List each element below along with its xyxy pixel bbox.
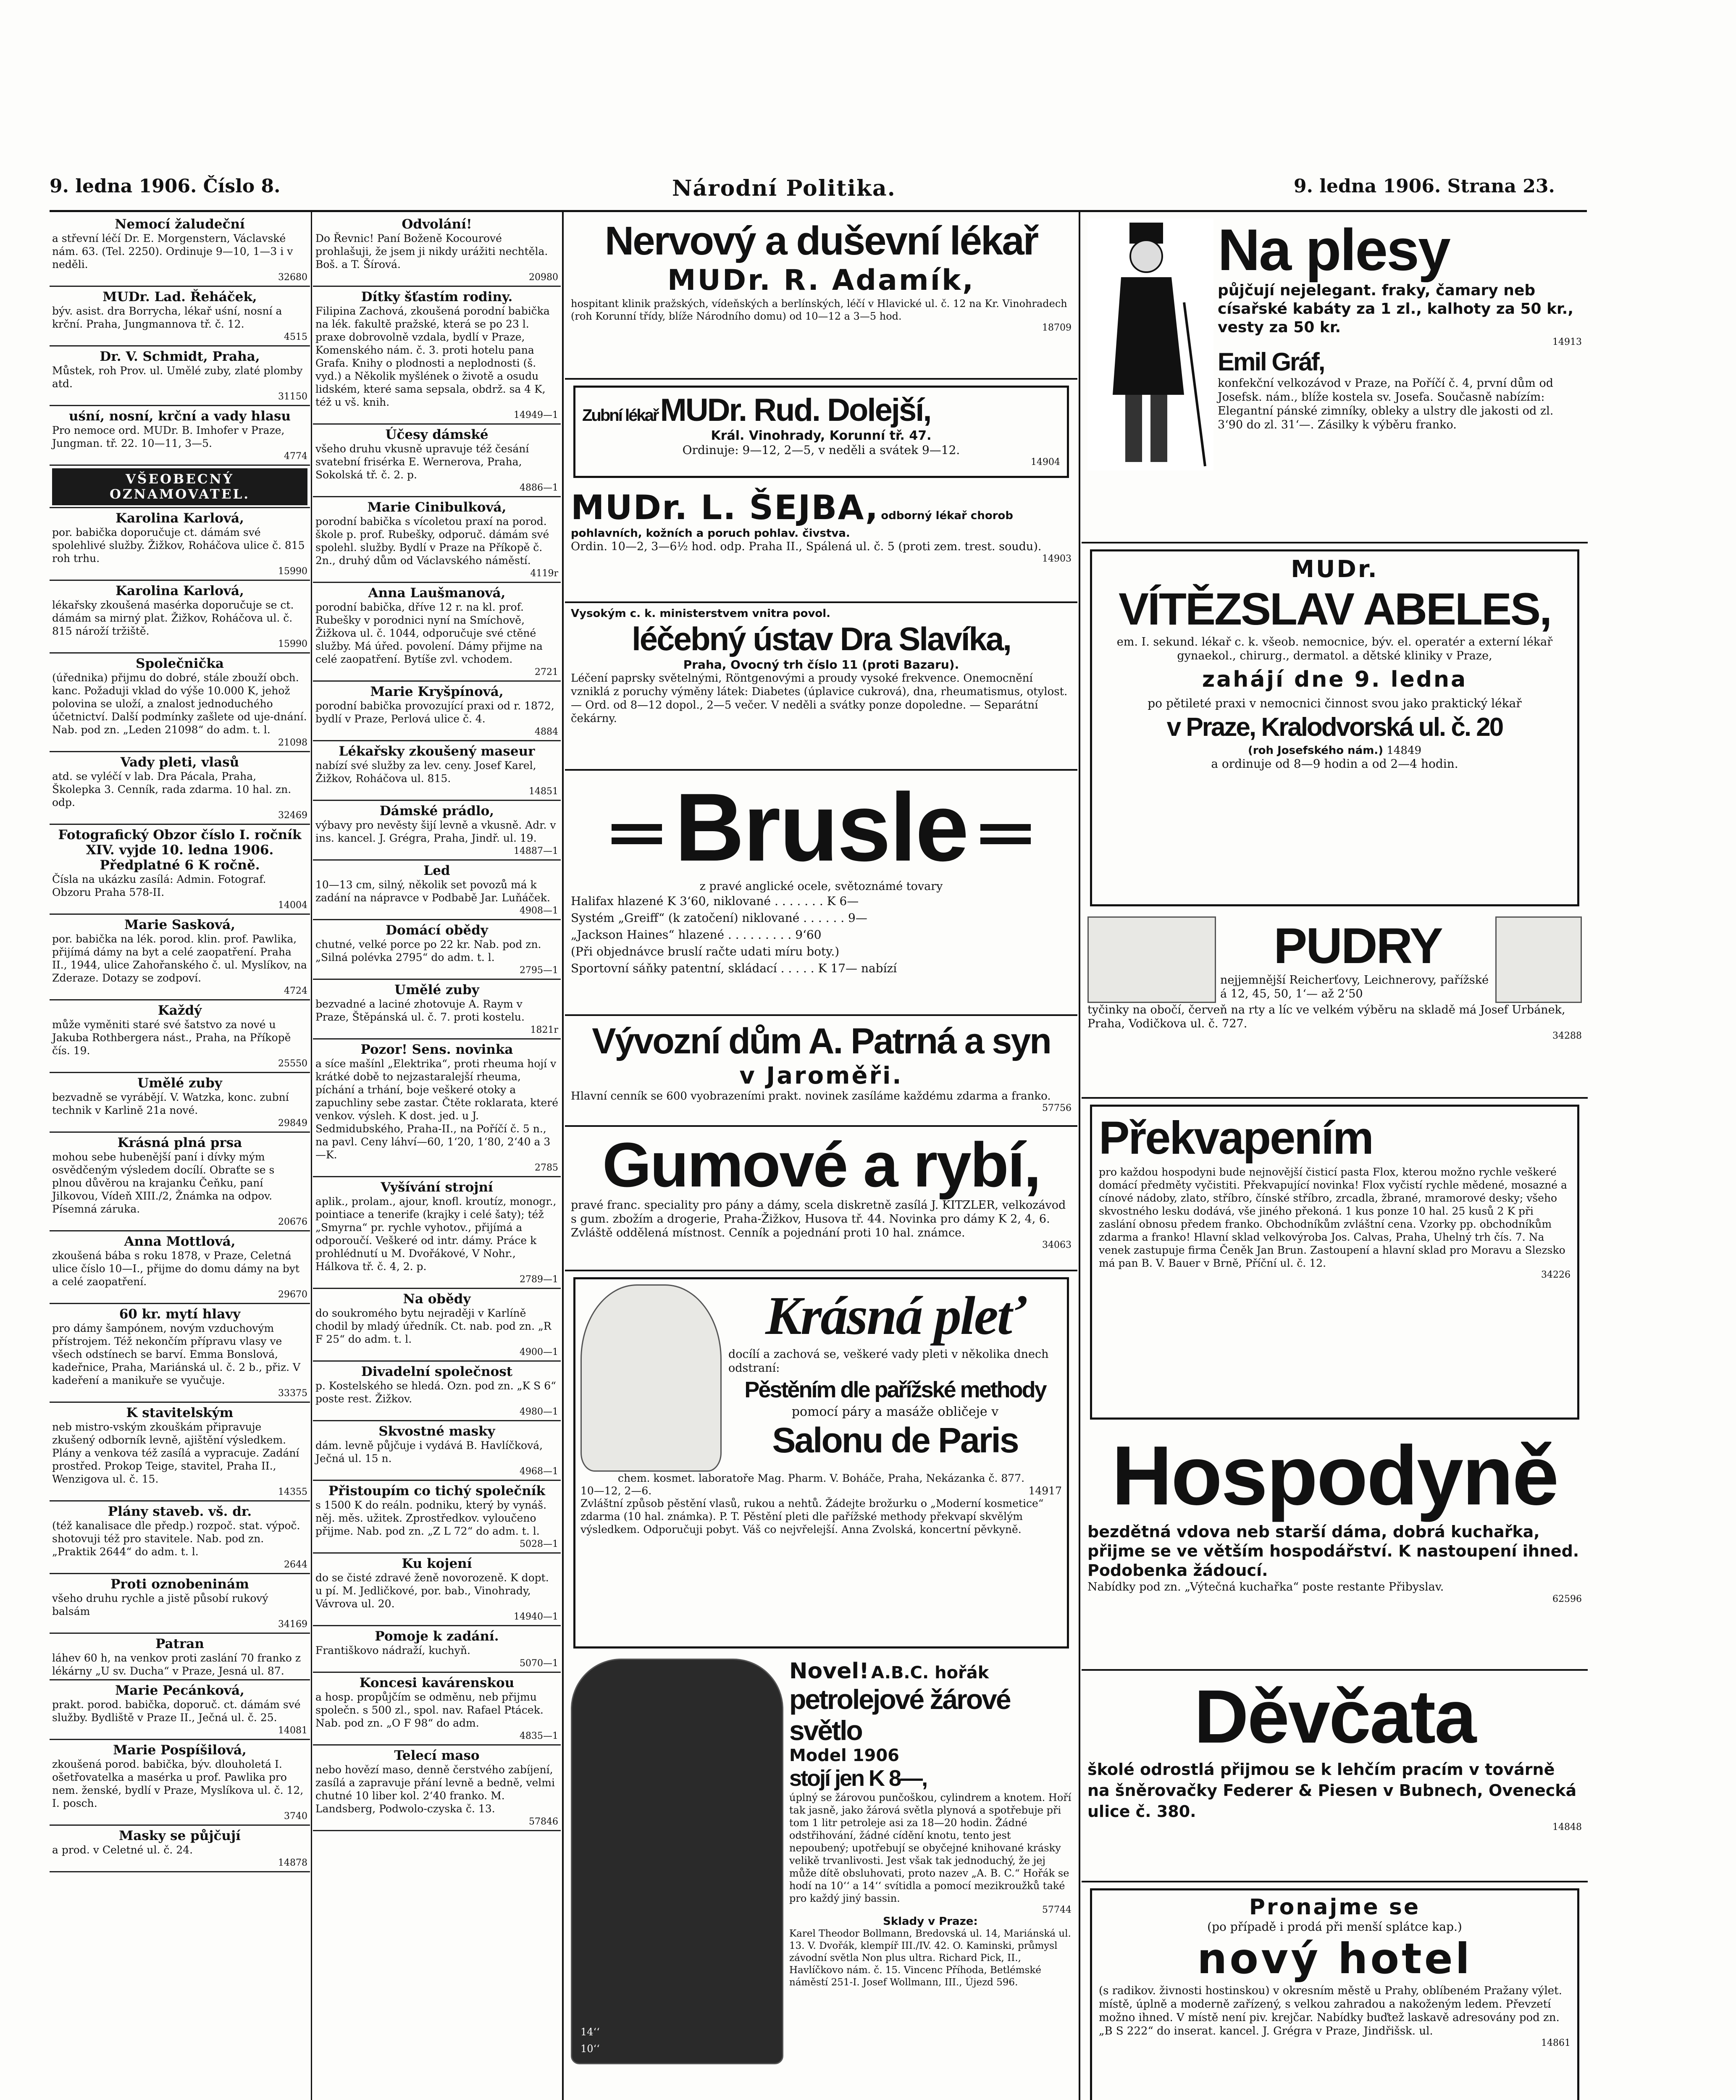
classified-ad-number: 4724	[284, 986, 307, 996]
classified-ad-title: Anna Mottlová,	[124, 1234, 236, 1249]
classified-ad-text: Do Řevnic! Paní Boženě Kocourové prohlašuji, že jsem ji nikdy urážiti nechtěla. Boš. a T. Šírová.	[315, 232, 548, 270]
classified-ad-text: nabízí své služby za lev. ceny. Josef Karel, Žižkov, Roháčova ul. 815.	[315, 759, 536, 785]
classified-ad	[313, 1177, 561, 1289]
ad-prekvapenim	[1090, 1105, 1579, 1420]
header-rule	[50, 210, 1587, 212]
ad-title: petrolejové žárové světlo	[789, 1684, 1010, 1746]
classified-ad-number: 4774	[284, 451, 307, 462]
ad-na-plesy	[1082, 214, 1588, 543]
classified-ad-title: Pomoje k zadání.	[375, 1629, 499, 1644]
classified-ad-number: 14949—1	[514, 410, 558, 420]
classified-ad	[50, 1574, 310, 1634]
ad-opening: zahájí dne 9. ledna	[1202, 667, 1468, 692]
classified-ad-number: 32680	[278, 272, 307, 283]
ad-number: 14913	[1552, 337, 1582, 347]
classified-ad-text: zkoušená porod. babička, býv. dlouholetá I. ošetřovatelka a masérka u prof. Pawlika pro nem. ženské, bydlí v Praze, Myslíkova ul. č. 12, I. posch.	[52, 1758, 304, 1809]
ad-gumove	[565, 1127, 1077, 1271]
classified-ad-number: 1821r	[530, 1025, 558, 1035]
ad-slavik	[565, 603, 1077, 771]
classified-ad-title: 60 kr. mytí hlavy	[119, 1307, 241, 1322]
ad-doctor-name: MUDr. L. ŠEJBA,	[571, 488, 879, 527]
ad-doctor-name: VÍTĚZSLAV ABELES,	[1118, 583, 1551, 634]
classified-ad	[50, 1231, 310, 1304]
ad-title: Pronajme se	[1249, 1895, 1421, 1920]
classified-ad-number: 14878	[278, 1858, 307, 1868]
classified-ad	[50, 466, 310, 508]
classified-ad-number: 4515	[284, 332, 307, 342]
ad-hospodyne	[1082, 1425, 1588, 1671]
ad-brand: A.B.C. hořák	[871, 1663, 989, 1683]
classified-ad-title: Umělé zuby	[137, 1076, 222, 1091]
classified-ad-text: láhev 60 h, na venkov proti zaslání 70 franko z lékárny „U sv. Ducha“ v Praze, Jesná ul. 87.	[52, 1652, 301, 1677]
classified-ad-number: 14004	[278, 900, 307, 911]
classified-ad-number: 34169	[278, 1619, 307, 1630]
classified-ad	[313, 1746, 561, 1831]
classified-ad	[50, 1680, 310, 1740]
classified-ad-text: do soukromého bytu nejraději v Karlíně chodil by mladý úředník. Ct. nab. pod zn. „R F 25“ do adm. t. l.	[315, 1307, 552, 1345]
ad-price: stojí jen K 8—,	[789, 1766, 927, 1791]
ad-city: v Jaroměři.	[739, 1062, 903, 1089]
ad-patrna	[565, 1016, 1077, 1127]
column-divider	[311, 212, 312, 2100]
classified-ad-title: Marie Sasková,	[124, 917, 235, 932]
ad-number: 14848	[1552, 1822, 1582, 1832]
price-row: Halifax hlazené K 3‘60, niklované . . . . . . . K 6—	[571, 894, 859, 908]
header-date-right: 9. ledna 1906. Strana 23.	[1294, 176, 1555, 197]
ad-abeles	[1090, 549, 1579, 906]
ad-title: Krásná pleť	[765, 1286, 1025, 1346]
classified-ad	[50, 346, 310, 406]
ad-subtitle: (po případě i prodá při menší splátce kap.)	[1207, 1920, 1462, 1934]
classified-ad	[50, 287, 310, 346]
classified-ad	[50, 654, 310, 752]
classified-ad-text: porodní babička provozující praxi od r. 1872, bydlí v Praze, Perlová ulice č. 4.	[315, 700, 554, 725]
classified-ad-number: 25550	[278, 1058, 307, 1069]
ad-merchant: Emil Gráf,	[1218, 348, 1324, 376]
ad-hours: Ordinuje: 9—12, 2—5, v neděli a svátek 9—12.	[682, 443, 960, 457]
ad-hours: a ordinuje od 8—9 hodin a od 2—4 hodin.	[1211, 757, 1458, 771]
ad-number: 62596	[1552, 1594, 1582, 1604]
ad-text: úplný se žárovou punčoškou, cylindrem a knotem. Hoří tak jasně, jako žárová světla plynová a spotřebuje při tom 1 litr petroleje asi za 18—20 hodin. Žádné odstřihování, žádné cídění knotu, tento jest nepoubený; upotřebují se obyčejné knihované krásky velikě trvanlivosti. Jest však tak jednoduchý, že jej může dítě obsluhovati, proto nazev „A. B. C.“ Hořák se hodí na 10‘‘ a 14‘‘ svítidla a pomocí mezikroužků také pro každý jiný bassin.	[789, 1792, 1072, 1904]
ad-corner: (roh Josefského nám.)	[1248, 744, 1384, 757]
classified-ad-title: Plány staveb. vš. dr.	[108, 1504, 252, 1519]
classified-ad-text: s 1500 K do reáln. podniku, který by vynáš. něj. měs. užitek. Zprostředkov. vyloučeno přijme. Nab. pod zn. „Z L 72“ do adm. t. l.	[315, 1499, 547, 1537]
classified-ad-number: 15990	[278, 566, 307, 577]
classified-ad-title: Na obědy	[403, 1292, 471, 1307]
classified-ad-text: Filipina Zachová, zkoušená porodní babička na lék. fakultě pražské, která se po 23 l. praxe dobrovolně vzdala, bydlí v Praze, Komenského nám. č. 3. proti hotelu pana Grafa. Knihy o plodnosti a neplodnosti (š. vyd.) a Několik myšlének o životě a osudu lidském, které sama sepsala, obdrž. sa 4 K, též u vš. knih.	[315, 305, 550, 408]
classified-ad	[313, 1421, 561, 1481]
classified-ad-text: nebo hovězí maso, denně čerstvého zabíjení, zasílá a zapravuje přání levně a bedně, velmi chutné 10 liber kol. 2‘40 franko. M. Landsberg, Podwolo-czyska č. 13.	[315, 1764, 555, 1815]
ad-krasna-plet	[573, 1277, 1069, 1648]
powder-box-illustration	[1087, 916, 1216, 1003]
classified-ad-title: K stavitelským	[126, 1405, 234, 1420]
ad-text: nejjemnější Reicherťovy, Leichnerovy, pařížské á 12, 45, 50, 1‘— až 2‘50	[1220, 974, 1489, 1000]
classified-ad-text: prakt. porod. babička, doporuč. ct. dámám své služby. Bydliště v Praze II., Ječná ul. č. 25.	[52, 1698, 301, 1724]
ad-title: Děvčata	[1194, 1675, 1476, 1759]
ad-title: Nervový a duševní lékař	[604, 218, 1038, 263]
classifieds-column-2	[313, 214, 561, 2100]
classified-ad-text: bezvadně se vyrábějí. V. Watzka, konc. zubní technik v Karlině 21a nové.	[52, 1091, 289, 1116]
classified-ad-number: 29849	[278, 1118, 307, 1129]
classified-ad-text: všeho druhu vkusně upravuje též česání svatební frisérka E. Wernerova, Praha, Sokolská tř. č. 2. p.	[315, 443, 529, 481]
classified-ad	[313, 682, 561, 741]
classified-ad-title: VŠEOBECNÝ OZNAMOVATEL.	[52, 468, 307, 505]
classified-ad-text: a síce mašínl „Elektrika“, proti rheuma hojí v krátké době to nejzastaralejší rheuma, píchání a trhání, boje veškeré otoky a zapuchliny sebe zastar. Čtěte roklarata, které venkov. výsleh. K dost. jed. u J. Sedmidubského, Praha-II., na Poříčí č. 5 n., na pavl. Ceny láhví—60, 1‘20, 1‘80, 2‘40 a 3—K.	[315, 1058, 559, 1161]
lamp-size-label: 14‘‘	[580, 2026, 600, 2038]
classified-ad-number: 14851	[529, 786, 558, 797]
classified-ad-number: 33375	[278, 1388, 307, 1399]
ad-abc-lamp	[565, 1654, 1077, 2083]
classified-ad-text: mohou sebe hubenější paní i dívky mým osvědčeným výsledem docílí. Obraťte se s plnou důvěrou na krajanku Čeňku, paní Jilkovou, Vídeň XIII./2, Žnámka na odpov. Písemná záruka.	[52, 1151, 275, 1215]
ad-number: 34226	[1541, 1270, 1571, 1280]
ad-novy-hotel	[1090, 1888, 1579, 2100]
ad-text: Zvláštní způsob pěstění vlasů, rukou a nehtů. Žádejte brožurku o „Moderní kosmetice“ zdarma (10 hal. známka). P. T. Pěstění pleti dle pařížské methody překvapí skvělým výsledkem. Odporučuji pobyt. Váš co nejvřelejší. Anna Zvolská, koncertní pěvkyně.	[580, 1497, 1044, 1536]
classified-ad-title: Marie Cinibulková,	[367, 500, 507, 515]
classified-ad-text: výbavy pro nevěsty šijí levně a vkusně. Adr. v ins. kancel. J. Grégra, Praha, Jindř. ul. 19.	[315, 819, 556, 844]
price-row: Sportovní sáňky patentní, skládací . . . . . K 17— nabízí	[571, 961, 897, 975]
classified-ad-title: Domácí obědy	[386, 923, 488, 938]
price-row: (Při objednávce bruslí račte udati míru boty.)	[571, 945, 840, 958]
ad-text: pravé franc. speciality pro pány a dámy, scela diskretně zasílá J. KITZLER, velkozávod s gum. zbožím a drogerie, Praha-Žižkov, Husova tř. 44. Novinka pro dámy K 2, 4, 6. Zvláště oddělená místnost. Cenník a pojednání proti 10 hal. známce.	[571, 1199, 1066, 1239]
ad-address: v Praze, Kralodvorská ul. č. 20	[1166, 713, 1503, 742]
ad-text-2: tyčinky na obočí, červeň na rty a líc ve velkém výběru na skladě má Josef Urbánek, Praha, Vodičkova ul. č. 727.	[1087, 1003, 1565, 1030]
classified-ad-number: 14940—1	[514, 1612, 558, 1622]
ad-hotel-name: nový hotel	[1197, 1934, 1472, 1983]
ad-number: 14904	[1031, 457, 1060, 467]
classified-ad-text: do se čisté zdravé ženě novorozeně. K dopt. u pí. M. Jedličkové, por. bab., Vinohrady, Vávrova ul. 20.	[315, 1572, 549, 1610]
column-divider	[1079, 212, 1080, 2100]
classified-ad-title: Krásná plná prsa	[117, 1135, 242, 1150]
classified-ad	[313, 1040, 561, 1177]
classified-ad-text: neb mistro-vským zkouškám připravuje zkušený odborník levně, ajištění výsledkem. Plány a venkova též zasílá a vypracuje. Zadání prostřed. Prokop Teige, stavitel, Praha II., Wenzigova ul. č. 15.	[52, 1421, 299, 1485]
classified-ad-title: Dámské prádlo,	[379, 803, 494, 819]
equals-ornament	[980, 824, 1031, 831]
ad-number: 14849	[1387, 744, 1422, 757]
ad-text: bezdětná vdova neb starší dáma, dobrá kuchařka, přijme se ve větším hospodářství. K nastoupení ihned. Podobenka žádoucí.	[1087, 1522, 1579, 1580]
ad-text: školé odrostlá přijmou se k lehčím pracím v továrně na šněrovačky Federer & Piesen v Bubnech, Ovenecká ulice č. 380.	[1087, 1760, 1577, 1821]
lamp-size-label: 10‘‘	[580, 2043, 600, 2055]
ad-number: 14861	[1541, 2038, 1571, 2048]
classified-ad-text: Pro nemoce ord. MUDr. B. Imhofer v Praze, Jungman. tř. 22. 10—11, 3—5.	[52, 424, 285, 449]
classified-ad-number: 4884	[535, 727, 558, 737]
ad-sejba	[565, 484, 1077, 603]
ad-doctor-name: MUDr. R. Adamík,	[667, 264, 975, 297]
classified-ad-text: Františkovo nádraží, kuchyň.	[315, 1644, 470, 1656]
gentleman-illustration	[1087, 218, 1213, 470]
classified-ad-title: Marie Kryšpínová,	[370, 684, 504, 699]
ad-lead: docílí a zachová se, veškeré vady pleti v několika dnech odstraní:	[728, 1348, 1049, 1375]
classified-ad-text: pro dámy šampónem, novým vzduchovým přístrojem. Též nekončím přípravu vlasy ve všech odstínech se barví. Emma Bonslová, kadeřnice, Praha, Mariánská ul. č. 2 b., přiz. V kadeření a manikuře se vyučuje.	[52, 1322, 301, 1386]
ad-brusle	[565, 771, 1077, 1016]
classified-ad-number: 4980—1	[520, 1407, 558, 1417]
classified-ad-text: aplik., prolam., ajour, knofl. kroutíz, monogr., pointiace a tenerife (krajky i celé šaty); též „Smyrna“ pr. rychle vyhotov., přijímá a odporoučí. Veškeré od intr. dámy. Práce k prohlédnutí u M. Dvořákové, V Nohr., Hálkova tř. č. 4, 2. p.	[315, 1195, 557, 1273]
classified-ad-number: 31150	[278, 391, 307, 402]
classified-ad	[50, 406, 310, 466]
classified-ad	[313, 920, 561, 980]
ad-text: hospitant klinik pražských, vídeňských a berlínských, léčí v Hlavické ul. č. 12 na Kr. Vinohradech (roh Korunní třídy, blíže Národního domu) od 10—12 a 3—5 hod.	[571, 298, 1067, 322]
classified-ad-title: Karolina Karlová,	[116, 583, 244, 598]
classified-ad-number: 57846	[529, 1816, 558, 1827]
ad-title: MUDr.	[1291, 556, 1379, 583]
classified-ad-number: 15990	[278, 639, 307, 649]
classified-ad-number: 32469	[278, 810, 307, 821]
ad-address: chem. kosmet. laboratoře Mag. Pharm. V. Boháče, Praha, Nekázanka č. 877.	[617, 1472, 1025, 1484]
ad-pudry	[1082, 912, 1588, 1099]
classified-ad	[313, 1481, 561, 1554]
classified-ad-title: Lékařsky zkoušený maseur	[339, 744, 535, 759]
classified-ad-number: 4835—1	[520, 1731, 558, 1741]
display-ads-column-3	[565, 214, 1077, 2100]
header-masthead: Národní Politika.	[672, 176, 896, 201]
classified-ad-number: 5070—1	[520, 1658, 558, 1669]
classified-ad-text: a hosp. propůjčím se odměnu, neb přijmu společn. s 500 zl., spol. nav. Rafael Ptácek. Nab. pod zn. „O F 98“ do adm.	[315, 1691, 544, 1729]
classified-ad-title: Umělé zuby	[394, 982, 479, 998]
classified-ad-text: zkoušená bába s roku 1878, v Praze, Celetná ulice číslo 10—I., přijme do domu dámy na byt a celé zaopatření.	[52, 1250, 299, 1288]
header-date-left: 9. ledna 1906. Číslo 8.	[50, 176, 281, 197]
classified-ad-number: 5028—1	[520, 1539, 558, 1549]
classified-ad	[313, 497, 561, 583]
classified-ad-title: uśní, nosní, krční a vady hlasu	[68, 409, 291, 424]
classified-ad	[50, 915, 310, 1000]
ad-title: léčebný ústav Dra Slavíka,	[632, 620, 1011, 657]
classified-ad	[313, 1554, 561, 1626]
ad-address: Král. Vinohrady, Korunní tř. 47.	[711, 428, 932, 443]
classified-ad-title: MUDr. Lad. Řeháček,	[102, 289, 257, 304]
classified-ad-title: Vady pleti, vlasů	[120, 755, 239, 770]
ad-number: 57756	[1042, 1103, 1072, 1113]
equals-ornament	[612, 824, 662, 831]
classified-ad	[50, 1304, 310, 1403]
ad-text: (s radikov. živnosti hostinskou) v okresním městě u Prahy, oblíbeném Pražany výlet. místě, úplně a moderně zařízený, s velkou zahradou a nakoženým ledem. Převzetí možno ihned. V místě není piv. krejčar. Nabídky buďtež laskavě adresovány pod zn. „B S 222“ do inserat. kancel. J. Grégra v Praze, Jindřišsk. ul.	[1099, 1984, 1562, 2037]
classified-ad-title: Telecí maso	[394, 1748, 480, 1763]
classified-ad	[50, 752, 310, 825]
classified-ad-number: 2789—1	[520, 1274, 558, 1285]
classified-ad	[313, 287, 561, 425]
ad-dolejsi	[573, 386, 1069, 478]
classified-ad-number: 2721	[535, 667, 558, 677]
classified-ad	[50, 1502, 310, 1574]
classified-ad	[313, 1362, 561, 1421]
classified-ad	[313, 861, 561, 920]
ad-method: Pěstěním dle pařížské methody	[744, 1377, 1046, 1402]
price-list	[571, 893, 1072, 977]
ad-practice: po pětileté praxi v nemocnici činnost svou jako praktický lékař	[1148, 696, 1522, 710]
classified-ad-number: 21098	[278, 738, 307, 748]
classified-ad-text: bezvadné a laciné zhotovuje A. Raym v Praze, Štěpánská ul. č. 7. proti kostelu.	[315, 998, 525, 1023]
ad-number: 14917	[1028, 1485, 1062, 1497]
ad-text-2: konfekční velkozávod v Praze, na Poříčí č. 4, první dům od Josefsk. nám., blíže kostela sv. Josefa. Současně nabízím: Elegantní pánské zimníky, obleky a ulstry dle jakosti od zl. 3‘90 do zl. 31‘—. Zásilky k výběru franko.	[1218, 377, 1554, 431]
ad-title: Hospodyně	[1111, 1429, 1558, 1522]
classified-ad	[50, 825, 310, 915]
classified-ad-title: Skvostné masky	[378, 1424, 495, 1439]
classified-ad-title: Účesy dámské	[385, 427, 488, 442]
ad-number: 34063	[1042, 1240, 1072, 1250]
classified-ad	[313, 425, 561, 497]
classified-ad-number: 2785	[535, 1163, 558, 1173]
classified-ad	[313, 980, 561, 1040]
classified-ad-title: Karolina Karlová,	[116, 511, 244, 526]
classified-ad	[313, 1289, 561, 1362]
ad-salon-name: Salonu de Paris	[772, 1420, 1018, 1460]
classified-ad-number: 14887—1	[514, 846, 558, 856]
classified-ad	[50, 581, 310, 654]
ad-text: Léčení paprsky světelnými, Röntgenovými a proudy vysoké frekvence. Onemocnění vzniklá z poruchy výměny látek: Diabetes (úplavice cukrová), dna, rheumatismus, otylost. — Ord. od 8—12 dopol., 2—5 večer. V neděli a svátky ponze dopoledne. — Separátní čekárny.	[571, 672, 1068, 725]
classified-ad-title: Anna Laušmanová,	[368, 585, 506, 601]
classified-ad	[313, 583, 561, 682]
ad-novelty: Novel!	[789, 1659, 869, 1684]
classified-ad-text: a prod. v Celetné ul. č. 24.	[52, 1844, 193, 1856]
ad-subtitle: z pravé anglické ocele, světoznámé tovary	[699, 880, 943, 893]
classified-ad-text: por. babička na lék. porod. klin. prof. Pawlika, přijímá dámy na byt a celé zaopatření. Praha II., 1944, ulice Zahořanského č. ul. Myslíkov, na Zderaze. Dotazy se zodpoví.	[52, 933, 307, 984]
classified-ad	[50, 1133, 310, 1231]
classified-ad-number: 4968—1	[520, 1466, 558, 1477]
classified-ad-title: Společnička	[136, 656, 224, 671]
classified-ad-title: Patran	[155, 1636, 204, 1651]
classified-ad	[50, 1740, 310, 1826]
classified-ad-text: Můstek, roh Prov. ul. Umělé zuby, zlaté plomby atd.	[52, 365, 303, 390]
classified-ad-number: 14081	[278, 1725, 307, 1736]
ad-number: 18709	[1042, 323, 1072, 333]
classified-ad-text: p. Kostelského se hledá. Ozn. pod zn. „K S 6“ poste rest. Žižkov.	[315, 1380, 556, 1405]
classified-ad-title: Přistoupím co tichý společník	[328, 1483, 546, 1499]
classified-ad-number: 29670	[278, 1289, 307, 1300]
classified-ad-title: Dr. V. Schmidt, Praha,	[100, 349, 260, 364]
ad-specialty: odborný lékař chorob pohlavních, kožních a poruch pohlav. čivstva.	[571, 509, 1013, 540]
classified-ad-number: 4900—1	[520, 1347, 558, 1357]
classified-ad	[50, 1000, 310, 1073]
ad-number: 57744	[1042, 1905, 1072, 1915]
classified-ad-title: Každý	[158, 1003, 202, 1018]
ad-text-2: Nabídky pod zn. „Výtečná kuchařka“ poste restante Přibyslav.	[1087, 1580, 1444, 1593]
classified-ad-title: Pozor! Sens. novinka	[360, 1042, 513, 1057]
classified-ad-text: porodní babička, dříve 12 r. na kl. prof. Rubešky v porodnici nyní na Smíchově, Žižkova ul. č. 1044, odporučuje své ctěné služby. Má úřed. povolení. Dámy přijme na celé zaopatření. Bytíše zvl. vchodem.	[315, 601, 543, 665]
classified-ad	[313, 801, 561, 861]
classified-ad-text: por. babička doporučuje ct. dámám své spolehlivé služby. Žižkov, Roháčova ulice č. 815 roh trhu.	[52, 526, 305, 564]
ad-doctor-name: MUDr. Rud. Dolejší,	[660, 392, 931, 428]
classified-ad-title: Masky se půjčují	[119, 1828, 241, 1843]
classified-ad	[50, 508, 310, 581]
classified-ad-title: Divadelní společnost	[361, 1364, 513, 1379]
classified-ad-title: Marie Pospíšilová,	[113, 1743, 247, 1758]
classified-ad-title: Odvolání!	[402, 217, 472, 232]
classified-ad	[313, 741, 561, 801]
classified-ad	[50, 1073, 310, 1133]
classifieds-column-1	[50, 214, 310, 2100]
classified-ad-text: všeho druhu rychle a jistě působí rukový balsám	[52, 1592, 268, 1617]
portrait-illustration	[580, 1284, 722, 1472]
classified-ad-text: 10—13 cm, silný, několik set povozů má k zadání na nápravce v Podbabě Jar. Luňáček.	[315, 879, 550, 904]
column-divider	[562, 212, 564, 2100]
classified-ad-text: atd. se vyléčí v lab. Dra Pácala, Praha, Školepka 3. Cenník, rada zdarma. 10 hal. zn. odp.	[52, 770, 292, 808]
classified-ad-number: 20676	[278, 1217, 307, 1227]
ad-method-detail: pomocí páry a masáže obličeje v	[791, 1404, 999, 1419]
classified-ad-title: Dítky šťastím rodiny.	[361, 289, 513, 304]
ad-adamik	[565, 214, 1077, 380]
ad-title: Překvapením	[1099, 1112, 1373, 1164]
classified-ad-text: dám. levně půjčuje i vydává B. Havlíčková, Ječná ul. 15 n.	[315, 1439, 543, 1465]
ad-permission: Vysokým c. k. ministerstvem vnitra povol.	[571, 607, 831, 620]
classified-ad	[313, 1673, 561, 1746]
classified-ad-number: 2644	[284, 1559, 307, 1570]
ad-text: půjčují nejelegant. fraky, čamary neb císařské kabáty za 1 zl., kalhoty za 50 kr., vesty za 50 kr.	[1218, 282, 1574, 336]
ad-devcata	[1082, 1671, 1588, 1882]
ad-number: 34288	[1552, 1031, 1582, 1041]
classified-ad-title: Marie Pecánková,	[115, 1683, 244, 1698]
classified-ad-title: Fotografický Obzor číslo I. ročník XIV. vyjde 10. ledna 1906. Předplatné 6 K ročně.	[58, 827, 302, 873]
classified-ad	[313, 1626, 561, 1673]
classified-ad-title: Koncesi kavárenskou	[359, 1675, 515, 1690]
classified-ad	[50, 1403, 310, 1502]
classified-ad-number: 4119r	[530, 568, 558, 579]
ad-stores: Karel Theodor Bollmann, Bredovská ul. 14, Mariánská ul. 13. V. Dvořák, klempíř III./IV. 42. O. Kaminski, průmysl závodní světla Non plus ultra. Richard Pick, II., Havlíčkovo nám. č. 15. Vincenc Příhoda, Betlémské náměstí 251-I. Josef Wollmann, III., Újezd 596.	[789, 1928, 1071, 1988]
classified-ad-text: (též kanalisace dle předp.) rozpoč. stat. výpoč. shotovuji též pro stavitele. Nab. pod zn. „Praktik 2644“ do adm. t. l.	[52, 1520, 300, 1558]
classified-ad-title: Nemocí žaludeční	[115, 217, 245, 232]
classified-ad	[50, 1826, 310, 1872]
ad-address: Praha, Ovocný trh číslo 11 (proti Bazaru).	[683, 658, 959, 672]
ad-title: Gumové a rybí,	[602, 1129, 1040, 1200]
classified-ad	[50, 1634, 310, 1680]
ad-hours: 10—12, 2—6.	[580, 1485, 652, 1497]
classified-ad	[313, 214, 561, 287]
price-row: Systém „Greiff“ (k zatočení) niklované . . . . . . 9—	[571, 911, 867, 925]
ad-title: PUDRY	[1274, 918, 1442, 974]
classified-ad-text: Čísla na ukázku zasílá: Admin. Fotograf. Obzoru Praha 578-II.	[52, 873, 266, 898]
classified-ad-title: Ku kojení	[402, 1556, 472, 1571]
classified-ad	[50, 214, 310, 287]
ad-text: em. I. sekund. lékař c. k. všeob. nemocnice, býv. el. operatér a externí lékař gynaekol., chirurg., dermatol. a dětské kliniky v Praze,	[1116, 635, 1553, 662]
classified-ad-text: může vyměniti staré své šatstvo za nové u Jakuba Rothbergera nást., Praha, na Příkopě čís. 19.	[52, 1018, 291, 1057]
ad-text: Ordin. 10—2, 3—6½ hod. odp. Praha II., Spálená ul. č. 5 (proti zem. trest. soudu).	[571, 540, 1042, 553]
classified-ad-number: 2795—1	[520, 965, 558, 976]
classified-ad-text: býv. asist. dra Borrycha, lékař uśní, nosní a krční. Praha, Jungmannova tř. č. 12.	[52, 305, 282, 330]
classified-ad-title: Proti oznobeninám	[110, 1577, 249, 1592]
lamp-illustration	[571, 1659, 783, 2064]
ad-text: Hlavní cenník se 600 vyobrazeními prakt. novinek zasíláme každému zdarma a franko.	[571, 1090, 1051, 1102]
ad-title: Na plesy	[1218, 217, 1450, 283]
classified-ad-title: Vyšívání strojní	[381, 1180, 493, 1195]
classified-ad-number: 4886—1	[520, 483, 558, 493]
classified-ad-text: (úřednika) přijmu do dobré, stále zbouží obch. kanc. Požaduji vklad do výše 10.000 K, jehož polovina se uloží, a znalost jednoduchého účetnictví. Další podmínky zašlete od uje-dnání. Nab. pod zn. „Leden 21098“ do adm. t. l.	[52, 672, 307, 736]
ad-text: pro každou hospodyni bude nejnovější čisticí pasta Flox, kterou možno rychle veškeré domácí předměty vyčistiti. Překvapující novinka! Flox vyčistí rychle mědené, mosazné a cínové nádoby, zlato, stříbro, čínské stříbro, zrcadla, žbrané, mramorové desky; všeho skvostného lesku dodává, vše jiného překoná. 1 kus ponze 10 hal. 25 kusů 2 K při zaslání obnosu předem franko. Obchodníkům zvláštní cena. Vzorky pp. obchodníkům zdarma a franko! Hlavní sklad velkovýroba Jos. Calvas, Praha, Uhelný trh čís. 7. Na venek zastupuje firma Čeněk Jan Brun. Zastoupení a hlavní sklad pro Moravu a Slezsko má pan B. V. Bauer v Brně, Příční ul. č. 12.	[1099, 1166, 1567, 1269]
classified-ad-text: lékařsky zkoušená masérka doporučuje se ct. dámám sa mirný plat. Žižkov, Roháčova ul. č. 815 nároží tržiště.	[52, 599, 294, 637]
ad-title: Vývozní dům A. Patrná a syn	[592, 1021, 1051, 1061]
classified-ad-number: 14355	[278, 1487, 307, 1497]
ad-stores-heading: Sklady v Praze:	[883, 1915, 978, 1928]
ad-model: Model 1906	[789, 1746, 900, 1765]
ad-title: Brusle	[675, 773, 968, 881]
classified-ad-number: 20980	[529, 272, 558, 283]
classified-ad-number: 4908—1	[520, 906, 558, 916]
classified-ad-text: a střevní léčí Dr. E. Morgenstern, Václavské nám. 63. (Tel. 2250). Ordinuje 9—10, 1—3 i v neděli.	[52, 232, 293, 270]
price-row: „Jackson Haines“ hlazené . . . . . . . . . 9‘60	[571, 928, 822, 942]
display-ads-column-4	[1082, 214, 1588, 2100]
classified-ad-text: porodní babička s vícoletou praxí na porod. škole p. prof. Rubešky, odporuč. dámám své spolehl. služby. Bydlí v Praze na Příkopě č. 2n., druhý dům od Václavského náměstí.	[315, 515, 549, 567]
ad-prefix: Zubní lékař	[582, 406, 658, 425]
classified-ad-number: 3740	[284, 1811, 307, 1822]
classified-ad-title: Led	[423, 863, 450, 878]
ad-number: 14903	[1042, 554, 1072, 564]
powder-box-illustration	[1495, 916, 1582, 1003]
classified-ad-text: chutné, velké porce po 22 kr. Nab. pod zn. „Silná polévka 2795“ do adm. t. l.	[315, 938, 541, 963]
